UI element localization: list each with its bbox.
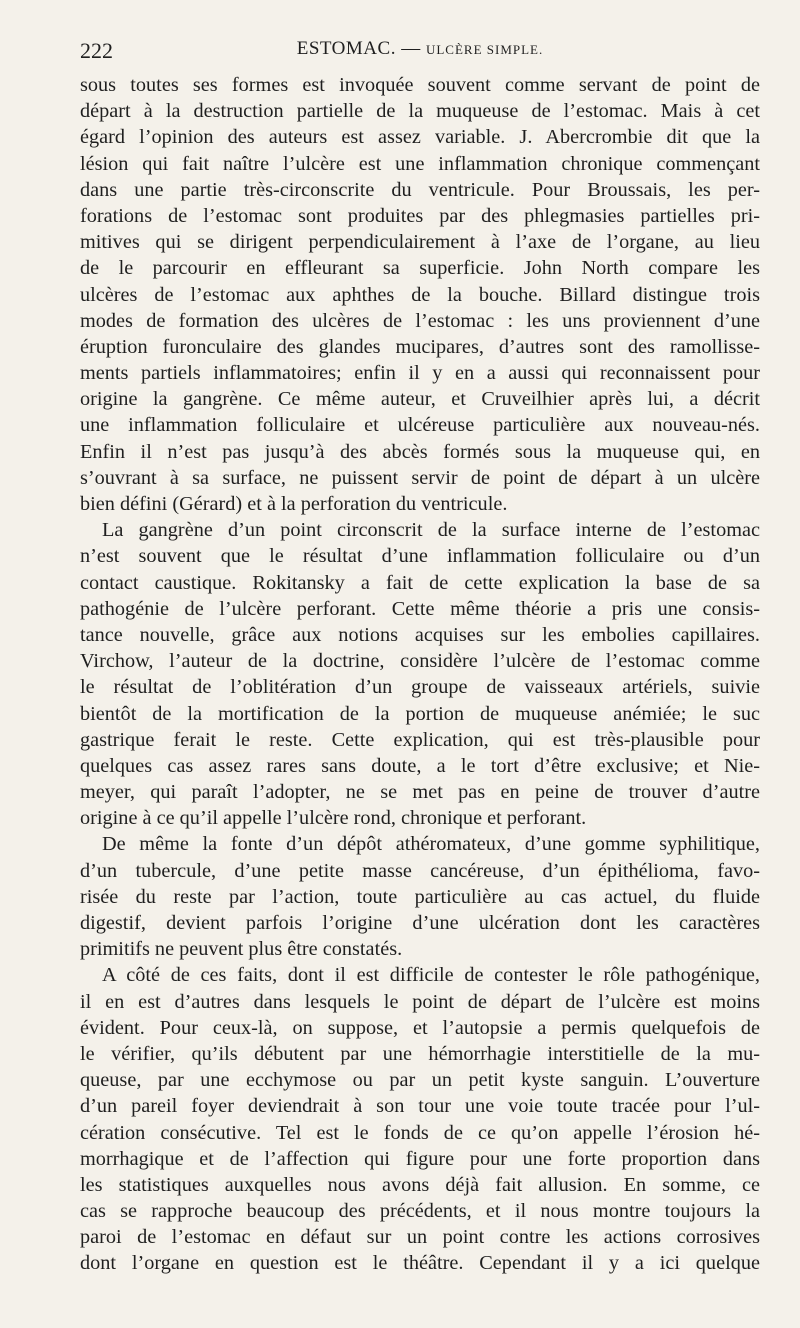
page-number: 222 (80, 38, 113, 63)
text-line: origine à ce qu’il appelle l’ulcère rond, chronique et perforant. (80, 807, 587, 830)
text-line: dont l’organe en question est le théâtre. Cependant il y a ici quelque (80, 1252, 760, 1275)
text-line: bien défini (Gérard) et à la perforation du ventricule. (80, 493, 508, 515)
text-line: gastrique ferait le reste. Cette explication, qui est très-plausible pour (80, 728, 760, 751)
text-line: digestif, devient parfois l’origine d’une ulcération dont les caractères (80, 912, 760, 934)
text-line: La gangrène d’un point circonscrit de la surface interne de l’estomac (102, 519, 760, 542)
text-line: modes de formation des ulcères de l’estomac : les uns proviennent d’une (80, 309, 760, 332)
text-line: quelques cas assez rares sans doute, a le tort d’être exclusive; et Nie- (80, 754, 760, 777)
text-line: forations de l’estomac sont produites par des phlegmasies partielles pri- (80, 204, 760, 227)
text-line: ulcères de l’estomac aux aphthes de la bouche. Billard distingue trois (80, 283, 760, 306)
text-line: s’ouvrant à sa surface, ne puissent servir de point de départ à un ulcère (80, 466, 760, 489)
text-line: d’un pareil foyer deviendrait à son tour une voie toute tracée pour l’ul- (80, 1095, 760, 1118)
text-line: d’un tubercule, d’une petite masse cancéreuse, d’un épithélioma, favo- (80, 859, 760, 882)
text-line: bientôt de la mortification de la portion de muqueuse anémiée; le suc (80, 702, 760, 725)
text-line: A côté de ces faits, dont il est difficile de contester le rôle pathogénique, (102, 964, 760, 987)
text-line: n’est souvent que le résultat d’une inflammation folliculaire ou d’un (80, 545, 760, 568)
text-line: évident. Pour ceux-là, on suppose, et l’autopsie a permis quelquefois de (80, 1016, 760, 1039)
text-line: Enfin il n’est pas jusqu’à des abcès formés sous la muqueuse qui, en (80, 440, 760, 463)
text-line: primitifs ne peuvent plus être constatés. (80, 938, 403, 961)
text-line: sous toutes ses formes est invoquée souvent comme servant de point de (80, 74, 760, 96)
text-line: une inflammation folliculaire et ulcéreuse particulière aux nouveau-nés. (80, 414, 760, 437)
text-line: de le parcourir en effleurant sa superficie. John North compare les (80, 257, 760, 280)
text-line: pathogénie de l’ulcère perforant. Cette même théorie a pris une consis- (80, 597, 760, 620)
text-line: départ à la destruction partielle de la muqueuse de l’estomac. Mais à cet (80, 100, 760, 123)
text-line: le résultat de l’oblitération d’un groupe de vaisseaux artériels, suivie (80, 676, 760, 699)
text-line: origine la gangrène. Ce même auteur, et Cruveilhier après lui, a décrit (80, 388, 760, 411)
text-line: paroi de l’estomac en défaut sur un point contre les actions corrosives (80, 1226, 760, 1249)
text-line: tance nouvelle, grâce aux notions acquises sur les embolies capillaires. (80, 623, 760, 646)
title-separator: — (395, 38, 426, 59)
chapter-title: ESTOMAC. (296, 38, 396, 59)
text-line: dans une partie très-circonscrite du ventricule. Pour Broussais, les per- (80, 178, 760, 201)
text-line: les statistiques auxquelles nous avons déjà fait allusion. En somme, ce (80, 1173, 760, 1196)
text-line: cas se rapproche beaucoup des précédents, et il nous montre toujours la (80, 1200, 760, 1223)
running-header (80, 38, 760, 68)
text-line: mitives qui se dirigent perpendiculairement à l’axe de l’organe, au lieu (80, 231, 760, 254)
body-text (80, 72, 760, 1277)
running-title (80, 38, 760, 60)
text-line: queuse, par une ecchymose ou par un petit kyste sanguin. L’ouverture (80, 1069, 760, 1092)
text-line: cération consécutive. Tel est le fonds de ce qu’on appelle l’érosion hé- (80, 1121, 760, 1144)
text-line: éruption furonculaire des glandes mucipares, d’autres sont des ramollisse- (80, 335, 760, 358)
text-line: morrhagique et de l’affection qui figure pour une forte proportion dans (80, 1147, 760, 1170)
text-line: égard l’opinion des auteurs est assez variable. J. Abercrombie dit que la (80, 126, 760, 149)
text-line: Virchow, l’auteur de la doctrine, considère l’ulcère de l’estomac comme (80, 650, 760, 673)
text-line: ments partiels inflammatoires; enfin il y en a aussi qui reconnaissent pour (80, 362, 760, 385)
text-line: risée du reste par l’action, toute particulière au cas actuel, du fluide (80, 885, 760, 908)
text-line: meyer, qui paraît l’adopter, ne se met pas en peine de trouver d’autre (80, 781, 760, 804)
text-line: De même la fonte d’un dépôt athéromateux, d’une gomme syphilitique, (102, 833, 760, 856)
text-line: il en est d’autres dans lesquels le point de départ de l’ulcère est moins (80, 990, 760, 1013)
text-line: le vérifier, qu’ils débutent par une hémorrhagie interstitielle de la mu- (80, 1042, 760, 1065)
text-line: contact caustique. Rokitansky a fait de cette explication la base de sa (80, 571, 760, 594)
text-line: lésion qui fait naître l’ulcère est une inflammation chronique commençant (80, 152, 760, 175)
section-title: ULCÈRE SIMPLE. (425, 42, 544, 57)
